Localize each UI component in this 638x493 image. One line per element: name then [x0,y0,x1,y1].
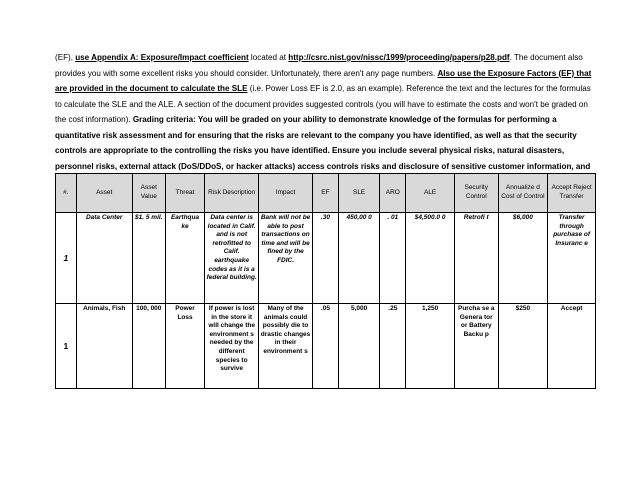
intro-text: (i.e. Power Loss EF is 2.0, as an example). Reference the text and the lectures for the formulas to calculate the SLE and the ALE. A section of the document provides suggested controls (you will have to estimate the costs and won't be graded on the cost information). [55,84,591,124]
header-asset: Asset [76,174,132,213]
table-row [56,304,596,389]
intro-text: located at [248,53,289,62]
cell-asset-value: $1. 5 mil. [132,213,165,304]
header-sle: SLE [338,174,379,213]
cell-asset-value: 100, 000 [132,304,165,389]
cell-sle: 450,00 0 [338,213,379,304]
cell-annualized-cost: $6,000 [498,213,548,304]
header-security-control: Security Control [454,174,498,213]
cell-accept-reject-transfer: Accept [548,304,596,389]
cell-ale: $4,500.0 0 [406,213,455,304]
table-row [56,213,596,304]
header-impact: Impact [259,174,313,213]
cell-aro: . 01 [380,213,406,304]
cell-risk-description: If power is lost in the store it will change the environment s needed by the different species to survive [205,304,259,389]
cell-ef: .05 [313,304,339,389]
intro-text: . The document also provides you with some excellent risks you should consider. Unfortunately, there aren't any page numbers. [55,53,583,78]
cell-asset: Data Center [76,213,132,304]
cell-risk-description: Data center is located in Calif. and is not retrofitted to Calif. earthquake codes as it is a federal building. [205,213,259,304]
row-number: 1 [56,304,77,389]
appendix-reference: use Appendix A: Exposure/Impact coefficient [75,53,249,62]
nist-paper-link[interactable]: http://csrc.nist.gov/nissc/1999/proceeding/papers/p28.pdf [288,53,510,62]
cell-threat: Earthqua ke [165,213,204,304]
cell-security-control: Retrofi t [454,213,498,304]
row-number: 1 [56,213,77,304]
cell-impact: Many of the animals could possibly die to drastic changes in their environment s [259,304,313,389]
exposure-factors-instruction: Also use the Exposure Factors (EF) that are provided in the document to calculate the SLE [55,68,592,93]
header-aro: ARO [380,174,406,213]
cell-accept-reject-transfer: Transfer through purchase of Insuranc e [548,213,596,304]
cell-annualized-cost: $250 [498,304,548,389]
cell-security-control: Purcha se a Genera tor or Battery Backu p [454,304,498,389]
cell-aro: .25 [380,304,406,389]
cell-sle: 5,000 [338,304,379,389]
header-asset-value: Asset Value [132,174,165,213]
cell-impact: Bank will not be able to post transactions on time and will be fined by the FDIC. [259,213,313,304]
cell-asset: Animals, Fish [76,304,132,389]
header-ef: EF [313,174,339,213]
table-header-row [56,174,596,213]
header-number: #. [56,174,77,213]
risk-assessment-table [55,173,596,389]
header-ale: ALE [406,174,455,213]
grading-criteria: Grading criteria: You will be graded on your ability to demonstrate knowledge of the formulas for performing a quantitative risk assessment and for ensuring that the risks are relevant to the company you have identified, as well as that the security controls are appropriate to the controlling the risks you have identified. Ensure you include several physical risks, natural disasters, personnel risks, external attack (DoS/DDoS, or hacker attacks) access controls risks and disclosure of sensitive customer information, and [55,115,591,171]
assignment-instructions [55,50,595,190]
header-accept-reject-transfer: Accept Reject Transfer [548,174,596,213]
cell-threat: Power Loss [165,304,204,389]
cell-ef: .30 [313,213,339,304]
intro-text: (EF), [55,53,76,62]
header-risk-description: Risk Description [205,174,259,213]
header-threat: Threat [165,174,204,213]
cell-ale: 1,250 [406,304,455,389]
header-annualized-cost: Annualize d Cost of Control [498,174,548,213]
